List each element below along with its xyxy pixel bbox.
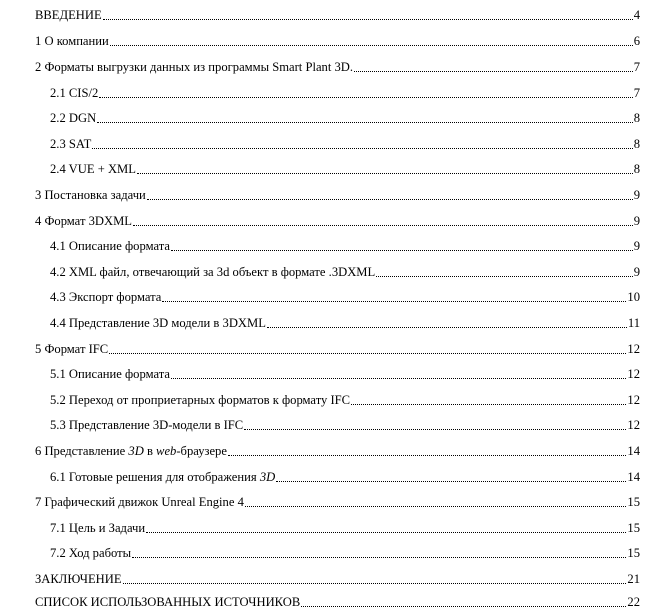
toc-entry-page: 21 [627,572,640,586]
toc-entry-title: 2.3 SAT [50,137,92,151]
toc-entry-3[interactable] [0,187,640,203]
toc-entry-title: ВВЕДЕНИЕ [35,8,102,22]
toc-entry-title: 2.4 VUE + XML [50,162,136,176]
toc-entry-title: 5.3 Представление 3D-модели в IFC [50,418,244,432]
toc-entry-page: 9 [633,239,640,253]
toc-entry-page: 7 [633,86,640,100]
toc-entry-4-2[interactable] [0,264,640,280]
dot-leader [109,352,626,354]
toc-entry-title: 4.2 XML файл, отвечающий за 3d объект в формате .3DXML [50,265,376,279]
toc-entry-page: 15 [627,521,640,535]
toc-entry-title: 2.1 CIS/2 [50,86,99,100]
dot-leader [301,605,626,607]
toc-entry-title: 2.2 DGN [50,111,97,125]
toc-entry-title: 7 Графический движок Unreal Engine 4 [35,495,244,509]
toc-entry-title: 5.2 Переход от проприетарных форматов к формату IFC [50,393,351,407]
dot-leader [123,582,627,584]
dot-leader [228,454,626,456]
toc-entry-4[interactable] [0,213,640,229]
toc-entry-references[interactable] [0,594,640,610]
dot-leader [244,428,626,430]
dot-leader [132,556,626,558]
toc-entry-page: 15 [627,495,640,509]
dot-leader [376,275,633,277]
toc-entry-page: 12 [627,418,640,432]
toc-entry-page: 12 [627,342,640,356]
toc-entry-2-4[interactable] [0,161,640,177]
toc-entry-2[interactable] [0,59,640,75]
dot-leader [162,300,626,302]
toc-entry-title: 3 Постановка задачи [35,188,146,202]
toc-entry-title: СПИСОК ИСПОЛЬЗОВАННЫХ ИСТОЧНИКОВ [35,595,301,609]
toc-entry-page: 10 [627,290,640,304]
toc-entry-4-1[interactable] [0,238,640,254]
toc-entry-title: 5.1 Описание формата [50,367,170,381]
toc-entry-page: 9 [633,265,640,279]
toc-entry-title: 4.4 Представление 3D модели в 3DXML [50,316,266,330]
toc-entry-page: 8 [633,162,640,176]
dot-leader [354,70,633,72]
toc-entry-page: 11 [627,316,640,330]
dot-leader [351,403,626,405]
toc-entry-title: 2 Форматы выгрузки данных из программы Smart Plant 3D. [35,60,354,74]
toc-entry-page: 15 [627,546,640,560]
dot-leader [97,121,633,123]
toc-entry-1[interactable] [0,33,640,49]
dot-leader [99,96,632,98]
dot-leader [267,326,627,328]
dot-leader [276,480,626,482]
dot-leader [147,198,633,200]
toc-entry-page: 12 [627,367,640,381]
toc-entry-5[interactable] [0,341,640,357]
dot-leader [137,172,633,174]
toc-entry-title: 7.2 Ход работы [50,546,132,560]
dot-leader [171,377,626,379]
toc-entry-title: ЗАКЛЮЧЕНИЕ [35,572,122,586]
toc-entry-page: 9 [633,188,640,202]
toc-entry-5-3[interactable] [0,417,640,433]
toc-entry-page: 9 [633,214,640,228]
toc-entry-title: 6 Представление 3D в web-браузере [35,444,227,458]
toc-entry-title: 7.1 Цель и Задачи [50,521,146,535]
toc-entry-title: 1 О компании [35,34,109,48]
toc-entry-5-1[interactable] [0,366,640,382]
toc-entry-6[interactable] [0,443,640,459]
toc-entry-4-4[interactable] [0,315,640,331]
toc-entry-page: 14 [627,444,640,458]
toc-entry-2-2[interactable] [0,110,640,126]
toc-entry-6-1[interactable] [0,469,640,485]
toc-entry-2-1[interactable] [0,85,640,101]
toc-entry-5-2[interactable] [0,392,640,408]
toc-entry-7[interactable] [0,494,640,510]
toc-entry-title: 4 Формат 3DXML [35,214,132,228]
toc-entry-page: 6 [633,34,640,48]
toc-entry-page: 22 [627,595,640,609]
dot-leader [146,531,626,533]
toc-entry-title: 4.1 Описание формата [50,239,170,253]
toc-entry-page: 7 [633,60,640,74]
toc-entry-2-3[interactable] [0,136,640,152]
toc-entry-page: 4 [633,8,640,22]
dot-leader [171,249,633,251]
toc-entry-page: 14 [627,470,640,484]
dot-leader [110,44,633,46]
toc-entry-title: 5 Формат IFC [35,342,109,356]
toc-entry-7-1[interactable] [0,520,640,536]
toc-entry-page: 12 [627,393,640,407]
toc-entry-4-3[interactable] [0,289,640,305]
toc-entry-page: 8 [633,111,640,125]
dot-leader [92,147,632,149]
dot-leader [103,18,633,20]
toc-entry-title: 4.3 Экспорт формата [50,290,162,304]
toc-entry-7-2[interactable] [0,545,640,561]
toc-entry-title: 6.1 Готовые решения для отображения 3D [50,470,276,484]
toc-entry-conclusion[interactable] [0,571,640,587]
dot-leader [133,224,633,226]
toc-entry-page: 8 [633,137,640,151]
toc-entry-introduction[interactable] [0,7,640,23]
dot-leader [245,505,627,507]
